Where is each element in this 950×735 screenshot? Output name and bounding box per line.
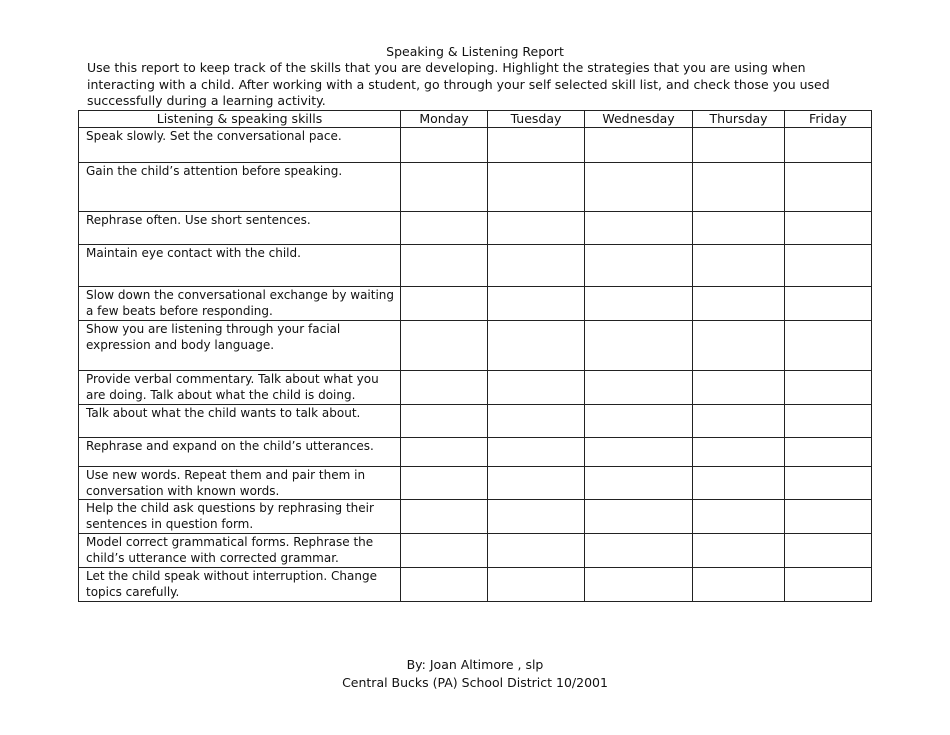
friday-cell[interactable]: [785, 405, 872, 438]
monday-cell[interactable]: [401, 438, 488, 467]
friday-cell[interactable]: [785, 287, 872, 321]
table-row: [79, 467, 872, 500]
report-instructions: Use this report to keep track of the skills that you are developing. Highlight the strategies that you are using when interacting with a child. After working with a student, go through your self selected skill list, and check those you used successfully during a learning activity.: [87, 60, 830, 108]
monday-cell[interactable]: [401, 163, 488, 212]
tuesday-cell[interactable]: [488, 500, 585, 534]
table-row: [79, 405, 872, 438]
wednesday-cell[interactable]: [585, 568, 693, 602]
skill-cell: Let the child speak without interruption. Change topics carefully.: [79, 568, 401, 602]
header-thursday: Thursday: [693, 111, 785, 128]
wednesday-cell[interactable]: [585, 163, 693, 212]
table-row: [79, 568, 872, 602]
friday-cell[interactable]: [785, 163, 872, 212]
skill-cell: Speak slowly. Set the conversational pace.: [79, 128, 401, 163]
friday-cell[interactable]: [785, 568, 872, 602]
friday-cell[interactable]: [785, 128, 872, 163]
skill-cell: Slow down the conversational exchange by waiting a few beats before responding.: [79, 287, 401, 321]
wednesday-cell[interactable]: [585, 212, 693, 245]
monday-cell[interactable]: [401, 128, 488, 163]
tuesday-cell[interactable]: [488, 534, 585, 568]
thursday-cell[interactable]: [693, 321, 785, 371]
thursday-cell[interactable]: [693, 568, 785, 602]
monday-cell[interactable]: [401, 568, 488, 602]
friday-cell[interactable]: [785, 438, 872, 467]
wednesday-cell[interactable]: [585, 500, 693, 534]
monday-cell[interactable]: [401, 245, 488, 287]
skill-cell: Use new words. Repeat them and pair them in conversation with known words.: [79, 467, 401, 500]
wednesday-cell[interactable]: [585, 245, 693, 287]
table-header-row: [79, 111, 872, 128]
report-title: Speaking & Listening Report: [386, 44, 564, 59]
skill-cell: Gain the child’s attention before speaking.: [79, 163, 401, 212]
wednesday-cell[interactable]: [585, 467, 693, 500]
wednesday-cell[interactable]: [585, 321, 693, 371]
thursday-cell[interactable]: [693, 212, 785, 245]
table-row: [79, 371, 872, 405]
friday-cell[interactable]: [785, 245, 872, 287]
table-row: [79, 287, 872, 321]
skill-cell: Rephrase often. Use short sentences.: [79, 212, 401, 245]
monday-cell[interactable]: [401, 405, 488, 438]
friday-cell[interactable]: [785, 371, 872, 405]
monday-cell[interactable]: [401, 321, 488, 371]
monday-cell[interactable]: [401, 212, 488, 245]
tuesday-cell[interactable]: [488, 405, 585, 438]
skill-cell: Rephrase and expand on the child’s utterances.: [79, 438, 401, 467]
skill-cell: Model correct grammatical forms. Rephrase the child’s utterance with corrected grammar.: [79, 534, 401, 568]
thursday-cell[interactable]: [693, 467, 785, 500]
friday-cell[interactable]: [785, 500, 872, 534]
thursday-cell[interactable]: [693, 245, 785, 287]
table-row: [79, 128, 872, 163]
header-friday: Friday: [785, 111, 872, 128]
table-row: [79, 163, 872, 212]
tuesday-cell[interactable]: [488, 438, 585, 467]
thursday-cell[interactable]: [693, 500, 785, 534]
thursday-cell[interactable]: [693, 405, 785, 438]
skill-cell: Help the child ask questions by rephrasing their sentences in question form.: [79, 500, 401, 534]
table-row: [79, 500, 872, 534]
table-row: [79, 534, 872, 568]
monday-cell[interactable]: [401, 371, 488, 405]
friday-cell[interactable]: [785, 212, 872, 245]
tuesday-cell[interactable]: [488, 245, 585, 287]
header-wednesday: Wednesday: [585, 111, 693, 128]
tuesday-cell[interactable]: [488, 371, 585, 405]
table-row: [79, 438, 872, 467]
monday-cell[interactable]: [401, 500, 488, 534]
thursday-cell[interactable]: [693, 371, 785, 405]
friday-cell[interactable]: [785, 321, 872, 371]
friday-cell[interactable]: [785, 467, 872, 500]
thursday-cell[interactable]: [693, 163, 785, 212]
skill-cell: Maintain eye contact with the child.: [79, 245, 401, 287]
skill-cell: Show you are listening through your facial expression and body language.: [79, 321, 401, 371]
skill-cell: Talk about what the child wants to talk about.: [79, 405, 401, 438]
header-monday: Monday: [401, 111, 488, 128]
thursday-cell[interactable]: [693, 128, 785, 163]
friday-cell[interactable]: [785, 534, 872, 568]
header-tuesday: Tuesday: [488, 111, 585, 128]
wednesday-cell[interactable]: [585, 405, 693, 438]
tuesday-cell[interactable]: [488, 128, 585, 163]
table-row: [79, 321, 872, 371]
tuesday-cell[interactable]: [488, 163, 585, 212]
wednesday-cell[interactable]: [585, 534, 693, 568]
tuesday-cell[interactable]: [488, 287, 585, 321]
skills-table: [78, 110, 872, 602]
wednesday-cell[interactable]: [585, 287, 693, 321]
thursday-cell[interactable]: [693, 438, 785, 467]
header-skills: Listening & speaking skills: [79, 111, 401, 128]
author-credit: By: Joan Altimore , slp: [406, 657, 544, 672]
tuesday-cell[interactable]: [488, 212, 585, 245]
tuesday-cell[interactable]: [488, 568, 585, 602]
table-row: [79, 245, 872, 287]
monday-cell[interactable]: [401, 534, 488, 568]
wednesday-cell[interactable]: [585, 371, 693, 405]
monday-cell[interactable]: [401, 287, 488, 321]
thursday-cell[interactable]: [693, 534, 785, 568]
tuesday-cell[interactable]: [488, 467, 585, 500]
skill-cell: Provide verbal commentary. Talk about what you are doing. Talk about what the child is doing.: [79, 371, 401, 405]
district-credit: Central Bucks (PA) School District 10/2001: [342, 675, 608, 690]
table-row: [79, 212, 872, 245]
thursday-cell[interactable]: [693, 287, 785, 321]
wednesday-cell[interactable]: [585, 438, 693, 467]
tuesday-cell[interactable]: [488, 321, 585, 371]
monday-cell[interactable]: [401, 467, 488, 500]
wednesday-cell[interactable]: [585, 128, 693, 163]
